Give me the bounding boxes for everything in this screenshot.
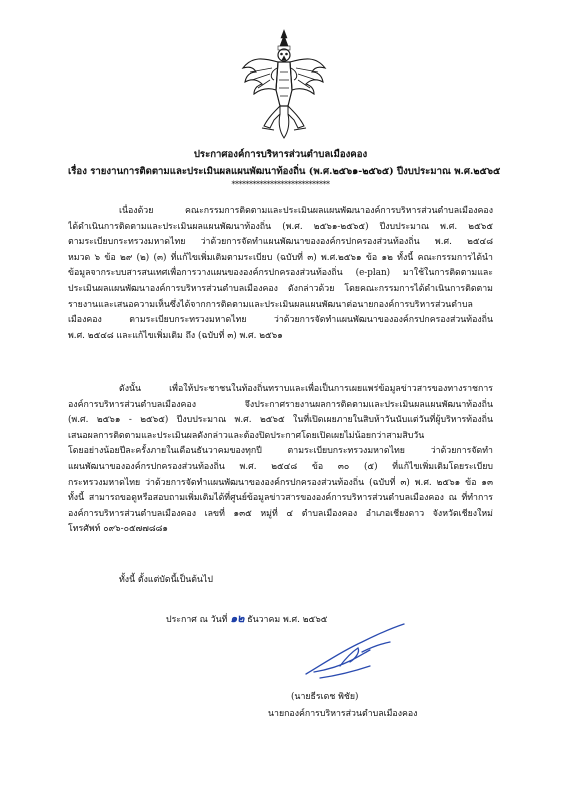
paragraph-line: โทรศัพท์ ๐๙๖-๐๕๗๗๘๘๑ (68, 524, 169, 535)
paragraph-line: กระทรวงมหาดไทย ว่าด้วยการจัดทำแผนพัฒนาขององค์กรปกครองส่วนท้องถิ่น (ฉบับที่ ๓) พ.ศ. ๒๕๖๑ ข้อ ๑๓ (68, 477, 493, 488)
signer-name: (นายธีรเดช พิชัย) (291, 692, 359, 702)
paragraph-line: ประเมินผลแผนพัฒนาองค์การบริหารส่วนตำบลเมืองคอง ดังกล่าวด้วย โดยคณะกรรมการได้ดำเนินการติดตาม (68, 283, 493, 294)
paragraph-line: ข้อมูลจากระบบสารสนเทศเพื่อการวางแผนขององค์กรปกครองส่วนท้องถิ่น (e-plan) มาใช้ในการติดตามและ (68, 268, 493, 279)
paragraph-line: เสนอผลการติดตามและประเมินผลดังกล่าวและต้องปิดประกาศโดยเปิดเผยไม่น้อยกว่าสามสิบวัน (68, 430, 425, 441)
document-subject: เรื่อง รายงานการติดตามและประเมินผลแผนพัฒนาท้องถิ่น (พ.ศ.๒๕๖๑-๒๕๖๕) ปีงบประมาณ พ.ศ.๒๕๖๕ (68, 166, 501, 177)
paragraph-line: ได้ดำเนินการติดตามและประเมินผลแผนพัฒนาท้องถิ่น (พ.ศ. ๒๕๖๑-๒๕๖๕) ปีงบประมาณ พ.ศ. ๒๕๖๕ (68, 221, 493, 232)
paragraph-line: องค์การบริหารส่วนตำบลเมืองคอง เลขที่ ๑๓๕ หมู่ที่ ๔ ตำบลเมืองคอง อำเภอเชียงดาว จังหวัดเชียงใหม่ (68, 508, 493, 519)
paragraph-line: เนื่องด้วย คณะกรรมการติดตามและประเมินผลแผนพัฒนาองค์การบริหารส่วนตำบลเมืองคอง (119, 206, 493, 216)
signature-icon (300, 622, 410, 682)
paragraph-announcement (68, 382, 493, 538)
closing-statement: ทั้งนี้ ตั้งแต่บัดนี้เป็นต้นไป (119, 575, 213, 585)
paragraph-line: ตามระเบียบกระทรวงมหาดไทย ว่าด้วยการจัดทำแผนพัฒนาขององค์กรปกครองส่วนท้องถิ่น พ.ศ. ๒๕๔๘ (68, 237, 493, 248)
paragraph-line: เมืองคอง ตามระเบียบกระทรวงมหาดไทย ว่าด้วยการจัดทำแผนพัฒนาขององค์กรปกครองส่วนท้องถิ่น (68, 315, 493, 326)
paragraph-line: ทั้งนี้ สามารถขอดูหรือสอบถามเพิ่มเติมได้ที่ศูนย์ข้อมูลข่าวสารขององค์การบริหารส่วนตำบลเมืองคอง ณ ที่ทำการ (68, 493, 493, 504)
organization-title: ประกาศองค์การบริหารส่วนตำบลเมืองคอง (193, 149, 368, 160)
paragraph-line: แผนพัฒนาขององค์กรปกครองส่วนท้องถิ่น พ.ศ. ๒๕๔๘ ข้อ ๓๐ (๕) ที่แก้ไขเพิ่มเติมโดยระเบียบ (68, 461, 493, 472)
signer-title: นายกองค์การบริหารส่วนตำบลเมืองคอง (268, 709, 418, 719)
date-suffix: ธันวาคม พ.ศ. ๒๕๖๕ (247, 615, 328, 625)
paragraph-line: (พ.ศ. ๒๕๖๑ - ๒๕๖๕) ปีงบประมาณ พ.ศ. ๒๕๖๕ ในที่เปิดเผยภายในสิบห้าวันนับแต่วันที่ผู้บริหารท้องถิ่น (68, 415, 493, 426)
paragraph-line: โดยอย่างน้อยปีละครั้งภายในเดือนธันวาคมของทุกปี ตามระเบียบกระทรวงมหาดไทย ว่าด้วยการจัดทำ (68, 446, 493, 457)
paragraph-rationale (68, 204, 493, 344)
date-prefix: ประกาศ ณ วันที่ (166, 615, 228, 625)
garuda-emblem-icon (240, 28, 328, 140)
separator-line: **************************** (231, 180, 330, 189)
date-day-handwritten: ๑๒ (230, 612, 245, 625)
paragraph-line: องค์การบริหารส่วนตำบลเมืองคอง จึงประกาศรายงานผลการติดตามและประเมินผลแผนพัฒนาท้องถิ่น (68, 399, 493, 410)
paragraph-line: พ.ศ. ๒๕๔๘ และแก้ไขเพิ่มเติม ถึง (ฉบับที่ ๓) พ.ศ. ๒๕๖๑ (68, 330, 283, 341)
paragraph-line: ดังนั้น เพื่อให้ประชาชนในท้องถิ่นทราบและเพื่อเป็นการเผยแพร่ข้อมูลข่าวสารของทางราชการ (119, 384, 493, 394)
paragraph-line: รายงานและเสนอความเห็นซึ่งได้จากการติดตามและประเมินผลแผนพัฒนาต่อนายกองค์การบริหารส่วนตำบล (68, 299, 473, 310)
paragraph-line: หมวด ๖ ข้อ ๒๙ (๒) (๓) ที่แก้ไขเพิ่มเติมตามระเบียบ (ฉบับที่ ๓) พ.ศ.๒๕๖๑ ข้อ ๑๒ ทั้งนี้ คณะกรรมการได้นำ (68, 252, 493, 263)
